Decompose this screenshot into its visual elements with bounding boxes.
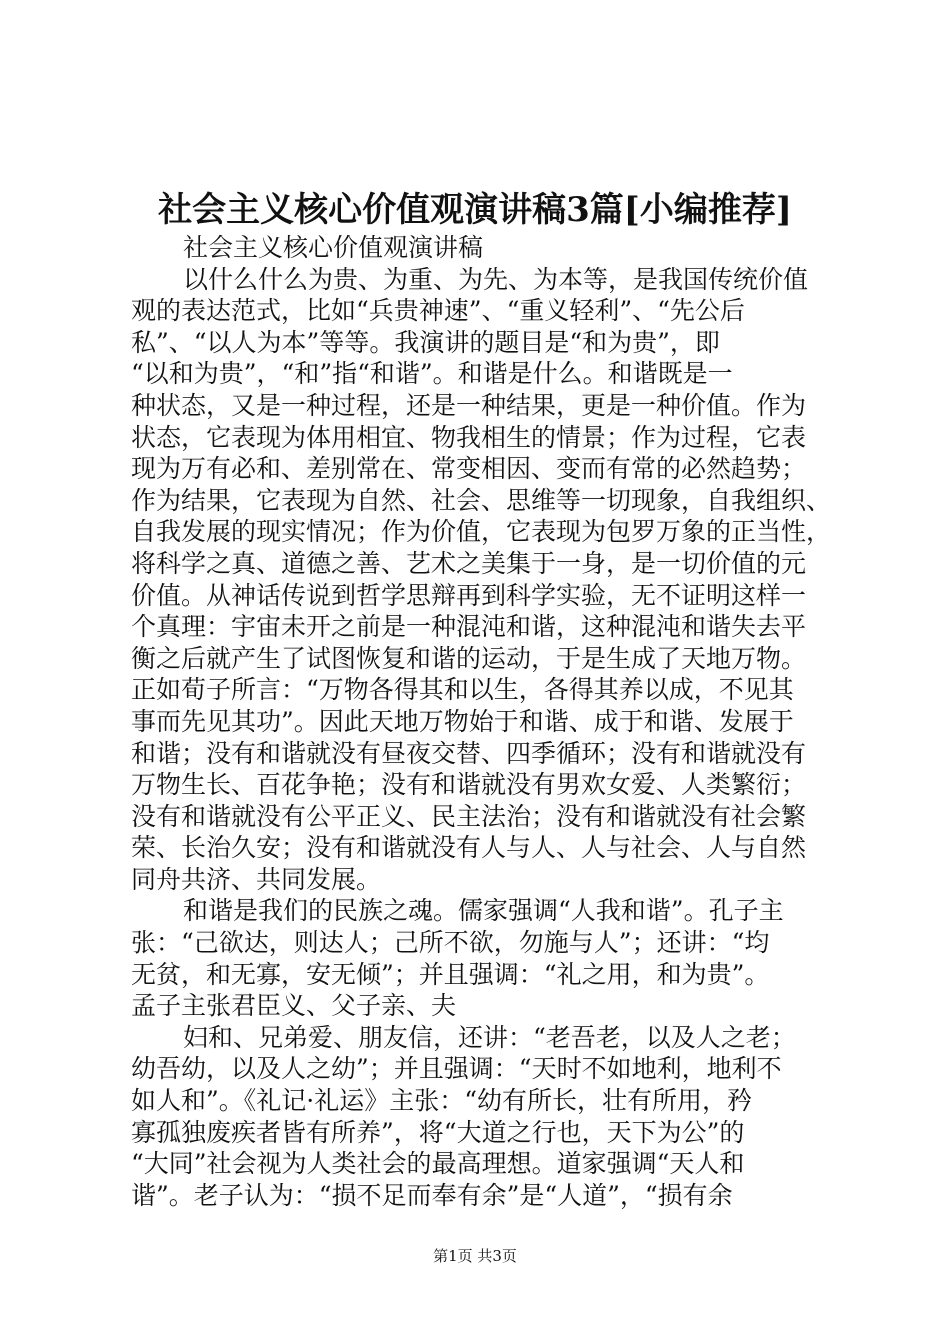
text-line: 种状态，又是一种过程，还是一种结果，更是一种价值。作为 <box>131 390 807 420</box>
text-line: 孟子主张君臣义、父子亲、夫 <box>131 991 457 1021</box>
text-line: 没有和谐就没有公平正义、民主法治；没有和谐就没有社会繁 <box>131 801 807 831</box>
text-line: 将科学之真、道德之善、艺术之美集于一身，是一切价值的元 <box>131 548 807 578</box>
text-line: 寡孤独废疾者皆有所养”，将“大道之行也，天下为公”的 <box>131 1117 745 1147</box>
text-line: 妇和、兄弟爱、朋友信，还讲：“老吾老，以及人之老； <box>183 1022 796 1052</box>
text-line: 幼吾幼，以及人之幼”；并且强调：“天时不如地利，地利不 <box>131 1054 782 1084</box>
text-line: “以和为贵”，“和”指“和谐”。和谐是什么。和谐既是一 <box>131 359 733 389</box>
text-line: 个真理：宇宙未开之前是一种混沌和谐，这种混沌和谐失去平 <box>131 612 807 642</box>
text-line: 张：“己欲达，则达人；己所不欲，勿施与人”；还讲：“均 <box>131 928 770 958</box>
text-line: 作为结果，它表现为自然、社会、思维等一切现象，自我组织、 <box>131 485 831 515</box>
text-line: 和谐是我们的民族之魂。儒家强调“人我和谐”。孔子主 <box>183 896 784 926</box>
text-line: 荣、长治久安；没有和谐就没有人与人、人与社会、人与自然 <box>131 833 807 863</box>
document-body <box>131 232 831 1211</box>
page-footer: 第1页 共3页 <box>433 1247 517 1265</box>
text-line: 谐”。老子认为：“损不足而奉有余”是“人道”，“损有余 <box>131 1180 733 1210</box>
text-line: 衡之后就产生了试图恢复和谐的运动，于是生成了天地万物。 <box>131 643 807 673</box>
text-line: 私”、“以人为本”等等。我演讲的题目是“和为贵”，即 <box>131 327 720 357</box>
text-line: 价值。从神话传说到哲学思辩再到科学实验，无不证明这样一 <box>131 580 807 610</box>
text-line: 事而先见其功”。因此天地万物始于和谐、成于和谐、发展于 <box>131 706 794 736</box>
text-line: 同舟共济、共同发展。 <box>131 864 382 894</box>
text-line: 如人和”。《礼记·礼运》主张：“幼有所长，壮有所用，矜 <box>131 1086 753 1116</box>
text-line: 状态，它表现为体用相宜、物我相生的情景；作为过程，它表 <box>131 422 807 452</box>
text-line: 正如荀子所言：“万物各得其和以生，各得其养以成，不见其 <box>131 675 794 705</box>
text-line: 无贫，和无寡，安无倾”；并且强调：“礼之用，和为贵”。 <box>131 959 770 989</box>
text-line: 万物生长、百花争艳；没有和谐就没有男欢女爱、人类繁衍； <box>131 770 807 800</box>
text-line: 自我发展的现实情况；作为价值，它表现为包罗万象的正当性， <box>131 517 831 547</box>
text-line: 和谐；没有和谐就没有昼夜交替、四季循环；没有和谐就没有 <box>131 738 807 768</box>
text-line: 社会主义核心价值观演讲稿 <box>183 233 484 262</box>
text-line: 现为万有必和、差别常在、常变相因、变而有常的必然趋势； <box>131 454 807 484</box>
text-line: 观的表达范式，比如“兵贵神速”、“重义轻利”、“先公后 <box>131 296 745 326</box>
document-title: 社会主义核心价值观演讲稿3篇[小编推荐] <box>158 190 792 230</box>
text-line: 以什么什么为贵、为重、为先、为本等，是我国传统价值 <box>183 264 809 294</box>
text-line: “大同”社会视为人类社会的最高理想。道家强调“天人和 <box>131 1149 745 1179</box>
